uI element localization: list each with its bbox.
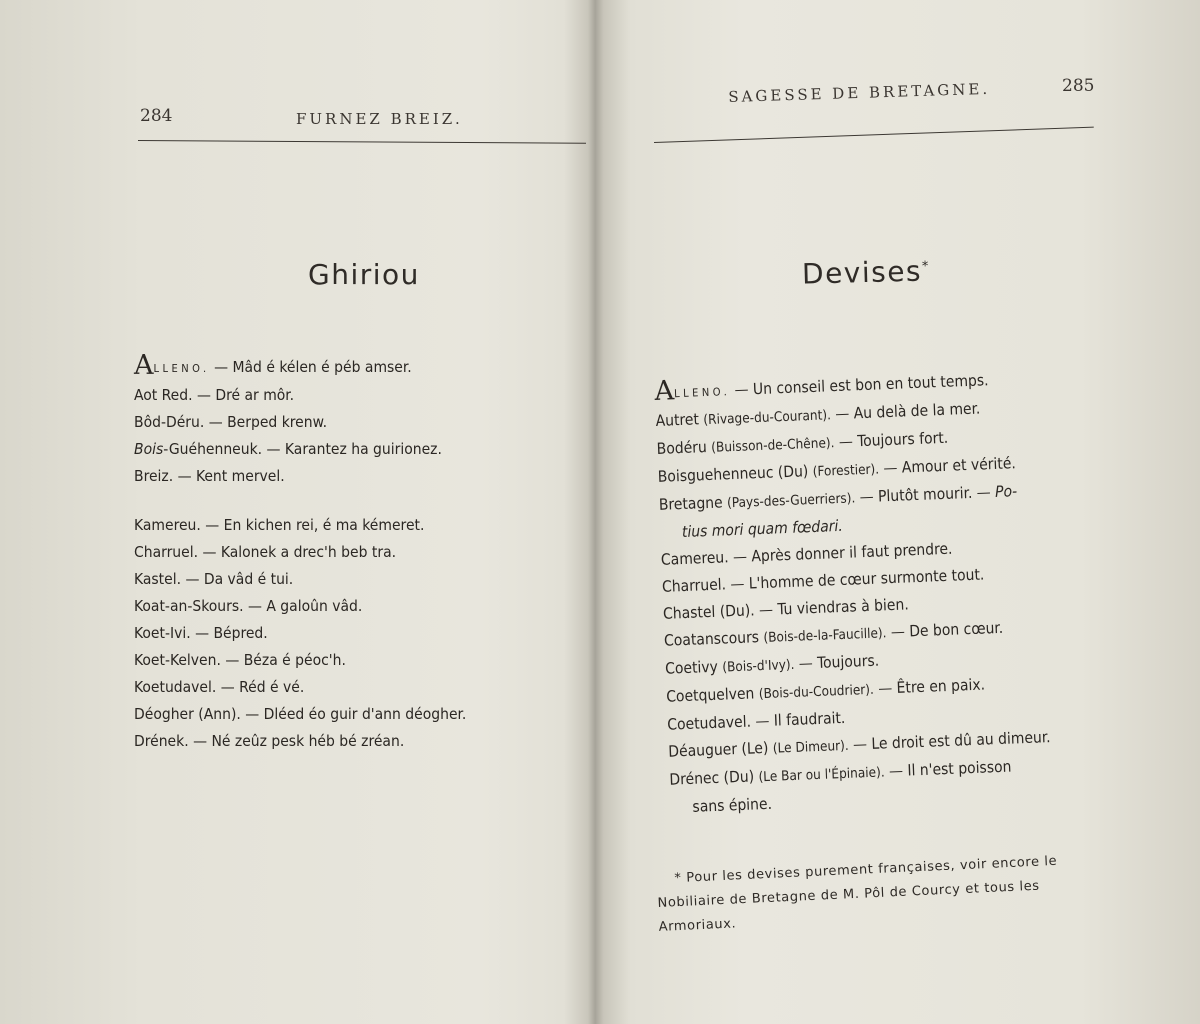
list-item: Boisguehenneuc (Du) (Forestier). — Amour et vérité.: [657, 454, 1017, 486]
list-item: Bodéru (Buisson-de-Chêne). — Toujours fort.: [656, 428, 949, 458]
right-page: [604, 0, 1200, 1024]
list-item: Koet-Ivi. — Bépred.: [134, 624, 268, 642]
list-item: sans épine.: [692, 794, 773, 816]
motto-list: [134, 352, 466, 755]
list-item: Koetudavel. — Réd é vé.: [134, 678, 305, 696]
list-item: Chastel (Du). — Tu viendras à bien.: [662, 595, 910, 623]
section-title: Ghiriou: [308, 258, 420, 291]
list-item: Bretagne (Pays-des-Guerriers). — Plutôt mourir. — Po-: [658, 482, 1018, 514]
list-item: Koet-Kelven. — Béza é péoc'h.: [134, 651, 346, 669]
running-head: SAGESSE DE BRETAGNE.: [728, 79, 991, 106]
header-rule: [654, 127, 1094, 143]
list-item: Autret (Rivage-du-Courant). — Au delà de la mer.: [655, 399, 981, 430]
list-item: Coetquelven (Bois-du-Coudrier). — Être en paix.: [665, 675, 986, 706]
footnote: * Pour les devises purement françaises, voir encore le Nobiliaire de Bretagne de M. Pôl de Courcy et tous les Armoriaux.: [657, 853, 1058, 935]
list-item: Camereu. — Après donner il faut prendre.: [660, 539, 953, 569]
motto-list: [654, 363, 1053, 821]
list-item: Aot Red. — Dré ar môr.: [134, 386, 295, 404]
list-item: Coatanscours (Bois-de-la-Faucille). — De bon cœur.: [663, 618, 1004, 650]
list-item: Kamereu. — En kichen rei, é ma kémeret.: [134, 516, 425, 534]
header-rule: [138, 140, 586, 144]
list-item: Coetudavel. — Il faudrait.: [666, 708, 846, 734]
list-item: Charruel. — L'homme de cœur surmonte tout.: [661, 565, 985, 596]
list-item: Déogher (Ann). — Dléed éo guir d'ann déogher.: [134, 705, 467, 723]
spacer: [134, 490, 466, 512]
section-title: Devises*: [801, 254, 931, 291]
page-number: 285: [1062, 76, 1095, 96]
running-head: FURNEZ BREIZ.: [296, 110, 463, 128]
list-item: Koat-an-Skours. — A galoûn vâd.: [134, 597, 363, 615]
list-item: ALLENO. — Mâd é kélen é péb amser.: [134, 350, 412, 381]
list-item: Drénec (Du) (Le Bar ou l'Épinaie). — Il n'est poisson: [669, 757, 1012, 789]
list-item: Kastel. — Da vâd é tui.: [134, 570, 294, 588]
list-item: Déauguer (Le) (Le Dimeur). — Le droit est dû au dimeur.: [668, 728, 1051, 761]
list-item: Bois-Guéhenneuk. — Karantez ha guirionez.: [134, 440, 442, 458]
list-item: Bôd-Déru. — Berped krenw.: [134, 413, 328, 431]
list-item: Charruel. — Kalonek a drec'h beb tra.: [134, 543, 397, 561]
list-item: Breiz. — Kent mervel.: [134, 467, 285, 485]
list-item: Coetivy (Bois-d'Ivy). — Toujours.: [664, 651, 880, 678]
left-page: [0, 0, 596, 1024]
list-item: tius mori quam fœdari.: [681, 516, 844, 542]
page-number: 284: [140, 106, 173, 126]
list-item: ALLENO. — Un conseil est bon en tout temps.: [653, 371, 989, 407]
list-item: Drének. — Né zeûz pesk héb bé zréan.: [134, 732, 405, 750]
